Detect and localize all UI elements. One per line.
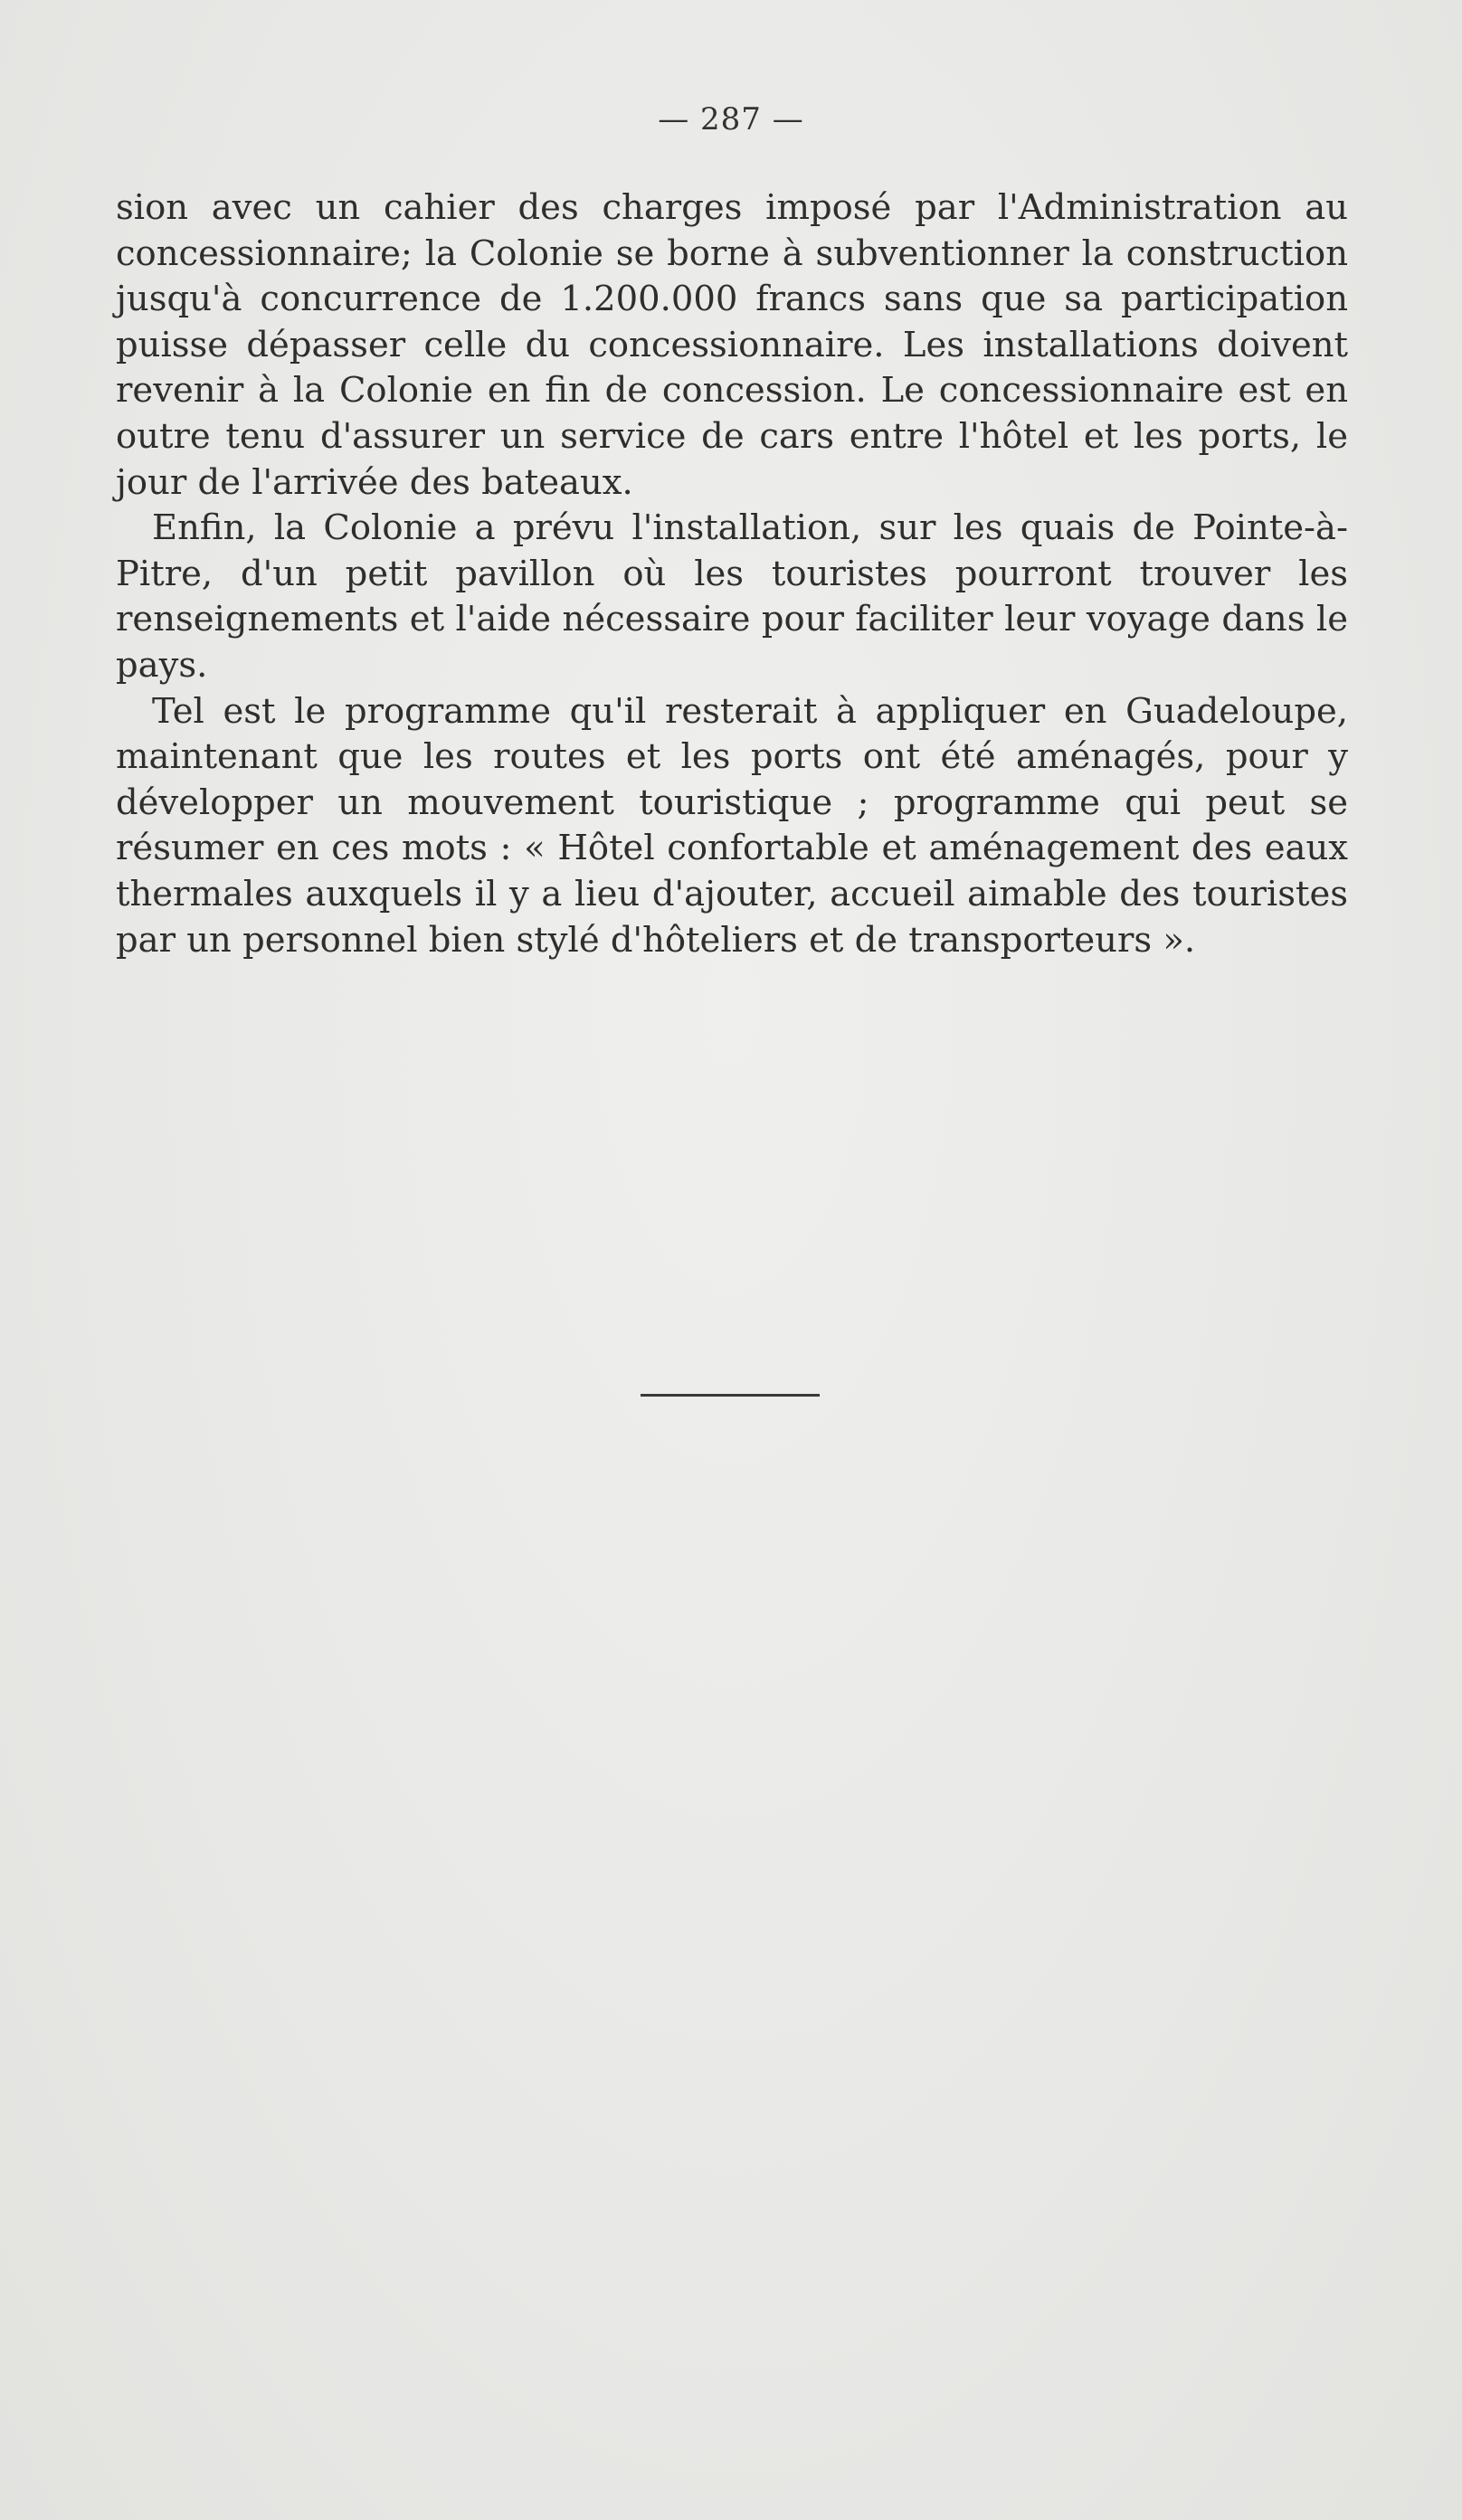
section-divider bbox=[641, 1394, 820, 1397]
page-number: — 287 — bbox=[658, 101, 804, 137]
paragraph-3: Tel est le programme qu'il resterait à appliquer en Guadeloupe, maintenant que les routes et les ports ont été aménagés, pour y développer un mouvement touristique ; programme qui peut se résumer en ces mots : « Hôtel confortable et aménagement des eaux thermales auxquels il y a lieu d'ajouter, accueil aimable des touristes par un personnel bien stylé d'hôteliers et de transporteurs ». bbox=[116, 690, 1348, 961]
paragraph-2: Enfin, la Colonie a prévu l'installation, sur les quais de Pointe-à-Pitre, d'un petit pavillon où les touristes pourront trouver les renseignements et l'aide nécessaire pour faciliter leur voyage dans le pays. bbox=[116, 507, 1348, 686]
paragraph-1: sion avec un cahier des charges imposé par l'Administration au concessionnaire; la Colonie se borne à subventionner la construction jusqu'à concurrence de 1.200.000 francs sans que sa participation puisse dépasser celle du concessionnaire. Les installations doivent revenir à la Colonie en fin de concession. Le concessionnaire est en outre tenu d'assurer un service de cars entre l'hôtel et les ports, le jour de l'arrivée des bateaux. bbox=[116, 187, 1348, 503]
body-text bbox=[116, 185, 1348, 963]
